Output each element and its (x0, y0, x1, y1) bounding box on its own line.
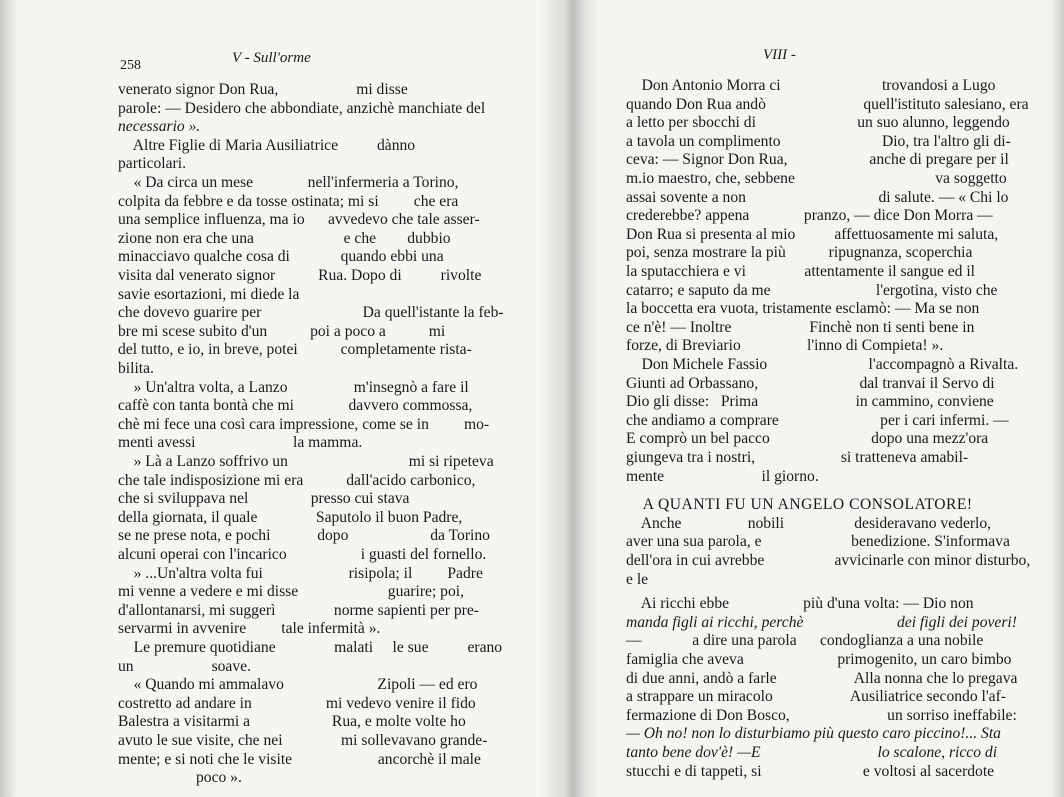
text-line: poco ». (118, 769, 242, 787)
text-line: » ...Un'altra volta fui risipola; il Padre (118, 564, 483, 582)
text-line: costretto ad andare in mi vedevo venire il fido (118, 694, 476, 712)
text-line: assai sovente a non di salute. — « Chi lo (626, 188, 1009, 206)
text-line: » Un'altra volta, a Lanzo m'insegnò a fare il (118, 378, 469, 396)
text-line: famiglia che aveva primogenito, un caro bimbo (626, 651, 1012, 668)
text-line: Don Rua si presenta al mio affettuosamente mi saluta, (626, 225, 999, 243)
text-line: bilita. (118, 360, 154, 377)
text-line: servarmi in avvenire tale infermità ». (118, 620, 381, 638)
text-line: che andiamo a comprare per i cari infermi. — (626, 411, 1009, 429)
text-line: » Là a Lanzo soffrivo un mi si ripeteva (118, 453, 494, 470)
text-line: mente il giorno. (626, 467, 819, 485)
text-line: la sputacchiera e vi attentamente il sangue ed il (626, 263, 976, 280)
page-number: 258 (120, 58, 141, 73)
text-line: A QUANTI FU UN ANGELO CONSOLATORE! (626, 496, 973, 514)
text-line: colpita da febbre e da tosse ostinata; mi si che era (118, 192, 459, 210)
text-line: a letto per sbocchi di un suo alunno, leggendo (626, 114, 1010, 132)
text-line: zione non era che una e che dubbio (118, 229, 451, 247)
text-line: forze, di Breviario l'inno di Compieta! ». (626, 337, 944, 355)
text-line: quando Don Rua andò quell'istituto salesiano, era (626, 95, 1029, 113)
running-head: V - Sull'orme (232, 50, 311, 66)
text-line: caffè con tanta bontà che mi davvero commossa, (118, 397, 473, 415)
text-line: venerato signor Don Rua, mi disse (118, 81, 408, 98)
text-line: tanto bene dov'è! —E lo scalone, ricco di (626, 744, 998, 761)
text-line: menti avessi la mamma. (118, 434, 363, 452)
text-line: mi venne a vedere e mi disse guarire; poi, (118, 583, 465, 601)
running-head: VIII - (763, 47, 796, 63)
text-line: a strappare un miracolo Ausiliatrice secondo l'af- (626, 688, 1006, 706)
text-line: stucchi e di tappeti, si e voltosi al sacerdote (626, 762, 995, 780)
text-line: catarro; e saputo da me l'ergotina, visto che (626, 281, 998, 299)
right-page (560, 0, 1064, 797)
text-line: manda figli ai ricchi, perchè dei figli dei poveri! (626, 613, 1017, 631)
text-line: crederebbe? appena pranzo, — dice Don Morra — (626, 207, 993, 225)
text-line: mente; e si noti che le visite ancorchè il male (118, 750, 481, 768)
text-line: alcuni operai con l'incarico i guasti del fornello. (118, 546, 487, 563)
text-line: necessario ». (118, 118, 201, 136)
text-line: d'allontanarsi, mi suggerì norme sapienti per pre- (118, 601, 479, 619)
text-line: Don Antonio Morra ci trovandosi a Lugo (626, 77, 996, 94)
text-line: parole: — Desidero che abbondiate, anzichè manchiate del (118, 99, 486, 117)
text-line: m.io maestro, che, sebbene va soggetto (626, 170, 1007, 187)
text-line: « Da circa un mese nell'infermeria a Torino, (118, 174, 459, 191)
text-line: a tavola un complimento Dio, tra l'altro gli di- (626, 132, 1011, 150)
text-line: particolari. (118, 155, 186, 173)
text-line: che si sviluppava nel presso cui stava (118, 490, 410, 508)
text-line: una semplice influenza, ma io avvedevo che tale asser- (118, 211, 480, 229)
page-edge-shadow (1050, 0, 1064, 797)
text-line: E comprò un bel pacco dopo una mezz'ora (626, 430, 989, 448)
text-line: fermazione di Don Bosco, un sorriso ineffabile: (626, 706, 1017, 724)
text-line: — Oh no! non lo disturbiamo più questo caro piccino!... Sta (626, 725, 1001, 743)
text-line: chè mi fece una così cara impressione, come se in mo- (118, 415, 490, 433)
text-line: Ai ricchi ebbe più d'una volta: — Dio non (626, 595, 974, 613)
text-line: di due anni, andò a farle Alla nonna che lo pregava (626, 669, 1018, 687)
text-line: Altre Figlie di Maria Ausiliatrice dànno (118, 136, 416, 154)
text-line: della giornata, il quale Saputolo il buon Padre, (118, 508, 463, 526)
text-line: poi, senza mostrare la più ripugnanza, scoperchia (626, 244, 973, 262)
text-line: savie esortazioni, mi diede la (118, 285, 300, 303)
text-line: un soave. (118, 657, 251, 675)
text-line: bre mi scese subito d'un poi a poco a mi (118, 322, 446, 340)
text-line: minacciavo qualche cosa di quando ebbi una (118, 248, 444, 266)
book-gutter (540, 0, 600, 797)
text-line: la boccetta era vuota, tristamente esclamò: — Ma se non (626, 300, 980, 318)
text-line: « Quando mi ammalavo Zipoli — ed ero (118, 676, 478, 694)
text-line: ce n'è! — Inoltre Finchè non ti senti bene in (626, 318, 975, 336)
text-line: dell'ora in cui avrebbe avvicinarle con minor disturbo, (626, 552, 1031, 569)
text-line: — a dire una parola condoglianza a una nobile (626, 632, 984, 650)
text-line: aver una sua parola, e benedizione. S'informava (626, 533, 1010, 551)
text-line: e le (626, 570, 649, 588)
text-line: Don Michele Fassio l'accompagnò a Rivalta. (626, 356, 1019, 373)
text-line: ceva: — Signor Don Rua, anche di pregare per il (626, 151, 1009, 169)
text-line: che tale indisposizione mi era dall'acido carbonico, (118, 471, 476, 489)
text-line: Le premure quotidiane malati le sue erano (118, 639, 503, 656)
text-line: del tutto, e io, in breve, potei completamente rista- (118, 341, 472, 359)
text-line: Dio gli disse: Prima in cammino, conviene (626, 393, 994, 411)
text-line: giungeva tra i nostri, si tratteneva amabil- (626, 449, 969, 466)
text-line: se ne prese nota, e pochi dopo da Torino (118, 527, 490, 545)
text-line: Balestra a visitarmi a Rua, e molte volte ho (118, 713, 466, 731)
text-line: Anche nobili desideravano vederlo, (626, 514, 992, 532)
page-edge-shadow (0, 0, 18, 797)
text-line: Giunti ad Orbassano, dal tranvai il Servo di (626, 374, 995, 392)
text-line: visita dal venerato signor Rua. Dopo di rivolte (118, 267, 482, 284)
text-line: avuto le sue visite, che nei mi sollevavano grande- (118, 732, 488, 749)
text-line: che dovevo guarire per Da quell'istante la feb- (118, 304, 504, 322)
